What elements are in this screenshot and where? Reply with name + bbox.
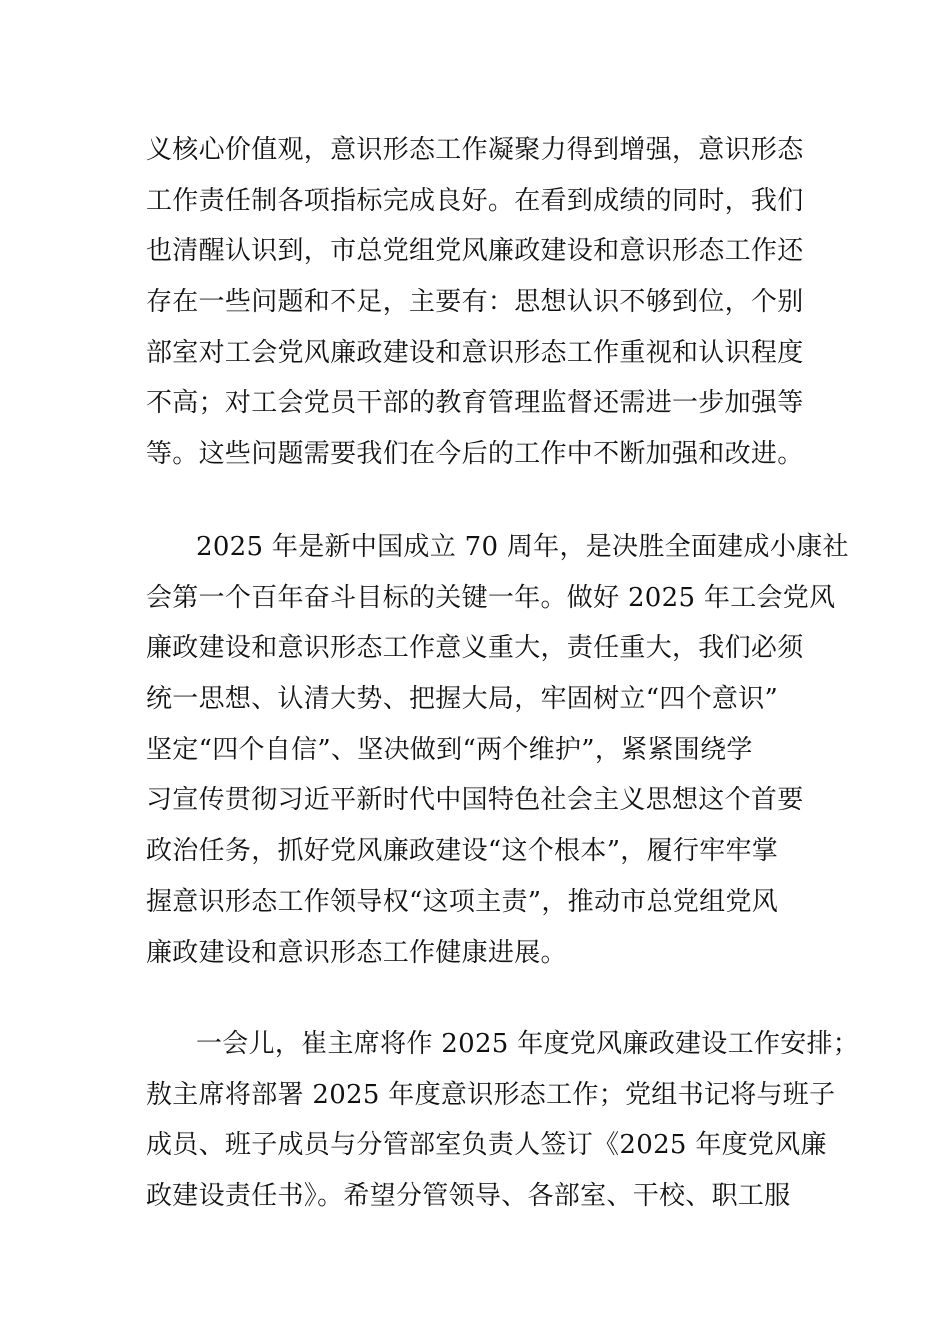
paragraph-meeting-arrangements xyxy=(146,1019,860,1222)
paragraph-2025-significance xyxy=(146,522,849,978)
paragraph-line: 廉政建设和意识形态工作意义重大，责任重大，我们必须 xyxy=(146,633,804,664)
paragraph-line: 廉政建设和意识形态工作健康进展。 xyxy=(146,937,567,968)
paragraph-line: 一会儿，崔主席将作 2025 年度党风廉政建设工作安排； xyxy=(196,1029,860,1059)
paragraph-line: 政治任务，抓好党风廉政建设“这个根本”，履行牢牢掌 xyxy=(146,836,779,867)
paragraph-line: 握意识形态工作领导权“这项主责”，推动市总党组党风 xyxy=(146,886,779,917)
paragraph-line: 义核心价值观，意识形态工作凝聚力得到增强，意识形态 xyxy=(146,135,804,165)
paragraph-line: 不高；对工会党员干部的教育管理监督还需进一步加强等 xyxy=(146,388,804,419)
paragraph-line: 2025 年是新中国成立 70 周年，是决胜全面建成小康社 xyxy=(196,532,849,562)
paragraph-line: 统一思想、认清大势、把握大局，牢固树立“四个意识” xyxy=(146,684,779,715)
paragraph-line: 成员、班子成员与分管部室负责人签订《2025 年度党风廉 xyxy=(146,1130,827,1161)
paragraph-line: 坚定“四个自信”、坚决做到“两个维护”，紧紧围绕学 xyxy=(146,734,753,765)
paragraph-line: 部室对工会党风廉政建设和意识形态工作重视和认识程度 xyxy=(146,337,804,368)
paragraph-line: 存在一些问题和不足，主要有：思想认识不够到位，个别 xyxy=(146,287,804,318)
paragraph-line: 会第一个百年奋斗目标的关键一年。做好 2025 年工会党风 xyxy=(146,582,836,613)
paragraph-line: 也清醒认识到，市总党组党风廉政建设和意识形态工作还 xyxy=(146,236,804,267)
paragraph-line: 政建设责任书》。希望分管领导、各部室、干校、职工服 xyxy=(146,1181,791,1212)
paragraph-line: 工作责任制各项指标完成良好。在看到成绩的同时，我们 xyxy=(146,185,804,216)
paragraph-line: 敖主席将部署 2025 年度意识形态工作；党组书记将与班子 xyxy=(146,1079,836,1110)
paragraph-core-values-problems xyxy=(146,125,814,480)
paragraph-line: 习宣传贯彻习近平新时代中国特色社会主义思想这个首要 xyxy=(146,785,804,816)
paragraph-line: 等。这些问题需要我们在今后的工作中不断加强和改进。 xyxy=(146,439,804,470)
